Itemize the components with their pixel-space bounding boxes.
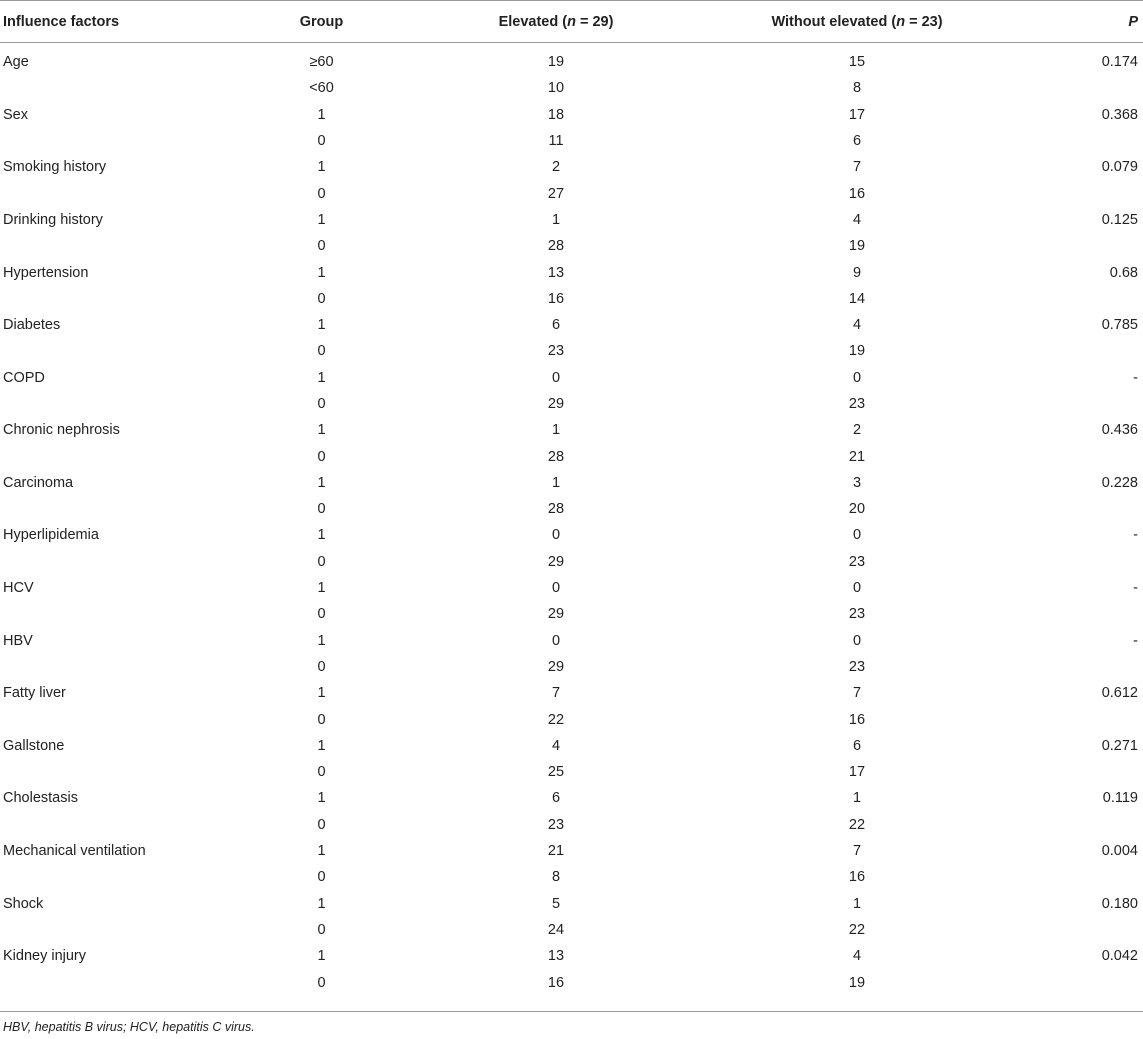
cell-group: 0 [317,606,326,623]
cell-elevated: 13 [547,948,565,965]
header-elevated-prefix: Elevated ( [498,13,568,30]
table-row [0,43,1143,76]
cell-group: ≥60 [309,54,334,71]
cell-without-elevated: 21 [848,448,866,465]
cell-influence-factor: Carcinoma [3,474,74,491]
cell-elevated: 16 [547,974,565,991]
cell-influence-factor: Age [3,54,29,71]
cell-without-elevated: 23 [848,606,866,623]
cell-group: 0 [317,185,326,202]
table-row [0,654,1143,680]
header-elevated-suffix: = 29) [575,13,614,30]
cell-influence-factor [0,496,250,522]
table-row [0,365,1143,391]
header-group: Group [250,1,393,43]
cell-without-elevated: 22 [848,816,866,833]
table-row [0,75,1143,101]
cell-without-elevated: 4 [852,211,862,228]
cell-group: <60 [309,80,334,97]
cell-without-elevated: 14 [848,290,866,307]
cell-group: 0 [317,238,326,255]
cell-elevated: 28 [547,238,565,255]
table-row [0,917,1143,943]
cell-elevated: 29 [547,396,565,412]
cell-influence-factor: Drinking history [3,211,103,228]
table-row [0,207,1143,233]
cell-influence-factor: Shock [3,895,44,912]
cell-influence-factor: Fatty liver [3,685,66,702]
cell-elevated: 0 [551,527,561,544]
cell-influence-factor [0,601,250,627]
cell-influence-factor: Chronic nephrosis [3,422,120,439]
cell-group: 1 [317,211,326,228]
cell-without-elevated: 9 [852,264,862,281]
cell-elevated: 25 [547,764,565,781]
cell-without-elevated: 8 [852,80,862,97]
cell-group: 1 [317,317,326,334]
cell-influence-factor: HBV [3,632,33,649]
cell-group: 0 [317,448,326,465]
cell-elevated: 11 [548,133,564,150]
table-row [0,864,1143,890]
cell-p-value [995,654,1143,680]
table-row [0,575,1143,601]
table-row [0,233,1143,259]
cell-p-value [995,917,1143,943]
cell-group: 0 [317,133,326,150]
table-row [0,338,1143,364]
cell-elevated: 1 [551,474,561,491]
cell-without-elevated: 19 [848,974,866,991]
cell-without-elevated: 19 [848,238,866,255]
table-bottom-rule [0,1011,1143,1012]
cell-without-elevated: 2 [852,422,862,439]
cell-group: 1 [317,948,326,965]
cell-p-value: - [1133,369,1138,386]
cell-p-value: 0.079 [1101,159,1138,176]
cell-influence-factor: Smoking history [3,159,107,176]
cell-without-elevated: 0 [852,369,862,386]
cell-influence-factor: Hypertension [3,264,89,281]
cell-group: 1 [317,895,326,912]
cell-p-value [995,549,1143,575]
table-row [0,259,1143,285]
cell-group: 1 [317,422,326,439]
header-without-prefix: Without elevated ( [771,13,897,30]
cell-without-elevated: 23 [848,658,866,675]
table-row [0,706,1143,732]
table-row [0,891,1143,917]
header-row [0,1,1143,43]
cell-p-value [995,233,1143,259]
cell-elevated: 1 [551,211,561,228]
cell-elevated: 2 [551,159,561,176]
cell-without-elevated: 16 [848,711,866,728]
cell-group: 1 [317,685,326,702]
cell-elevated: 29 [547,658,565,675]
cell-p-value: 0.785 [1101,317,1138,334]
cell-p-value: 0.368 [1101,106,1138,123]
cell-influence-factor: HCV [3,580,34,597]
cell-influence-factor: Gallstone [3,737,65,754]
cell-without-elevated: 19 [848,343,866,360]
table-row [0,522,1143,548]
cell-p-value [995,812,1143,838]
cell-p-value [995,338,1143,364]
header-without-n: n [896,13,906,30]
cell-elevated: 23 [547,816,565,833]
cell-influence-factor: Sex [3,106,28,123]
cell-elevated: 27 [547,185,565,202]
cell-influence-factor [0,654,250,680]
cell-p-value: 0.612 [1101,685,1138,702]
cell-elevated: 18 [547,106,565,123]
cell-influence-factor [0,180,250,206]
cell-influence-factor [0,864,250,890]
header-elevated-n: n [567,13,576,30]
cell-elevated: 16 [547,290,565,307]
cell-without-elevated: 4 [852,948,862,965]
table-row [0,733,1143,759]
cell-influence-factor [0,391,250,417]
cell-without-elevated: 6 [852,133,862,150]
table-row [0,180,1143,206]
table-row [0,496,1143,522]
cell-group: 1 [317,527,326,544]
cell-elevated: 4 [551,737,561,754]
cell-elevated: 5 [551,895,561,912]
cell-p-value [995,128,1143,154]
table-row [0,470,1143,496]
cell-group: 1 [317,843,326,860]
cell-group: 0 [317,343,326,360]
cell-influence-factor: Mechanical ventilation [3,843,146,860]
cell-influence-factor [0,338,250,364]
cell-influence-factor [0,549,250,575]
cell-influence-factor [0,443,250,469]
cell-without-elevated: 23 [848,553,866,570]
cell-group: 1 [317,264,326,281]
cell-p-value [995,443,1143,469]
cell-without-elevated: 7 [852,685,862,702]
cell-group: 1 [317,159,326,176]
cell-group: 1 [317,790,326,807]
cell-p-value: 0.228 [1101,474,1138,491]
cell-influence-factor [0,812,250,838]
cell-elevated: 19 [547,54,565,71]
table-row [0,102,1143,128]
cell-elevated: 0 [551,580,561,597]
cell-p-value: 0.436 [1101,422,1138,439]
cell-elevated: 6 [551,317,561,334]
table-row [0,601,1143,627]
cell-without-elevated: 17 [848,764,866,781]
table-body [0,43,1143,996]
cell-influence-factor: Diabetes [3,317,61,334]
cell-without-elevated: 16 [848,869,866,886]
cell-without-elevated: 22 [848,921,866,938]
cell-without-elevated: 0 [852,632,862,649]
header-influence-factors: Influence factors [0,1,250,43]
cell-p-value: 0.042 [1101,948,1138,965]
cell-group: 0 [317,553,326,570]
cell-p-value [995,496,1143,522]
cell-elevated: 22 [547,711,565,728]
cell-elevated: 6 [551,790,561,807]
cell-influence-factor [0,759,250,785]
cell-without-elevated: 3 [852,474,862,491]
table-row [0,969,1143,995]
table-row [0,128,1143,154]
cell-without-elevated: 0 [852,527,862,544]
cell-group: 0 [317,396,326,412]
cell-p-value: - [1133,632,1138,649]
table-row [0,417,1143,443]
cell-elevated: 28 [547,448,565,465]
cell-p-value [995,180,1143,206]
cell-elevated: 1 [551,422,561,439]
cell-without-elevated: 7 [852,159,862,176]
cell-p-value: 0.125 [1101,211,1138,228]
cell-influence-factor: Hyperlipidemia [3,527,99,544]
cell-elevated: 21 [547,843,565,860]
cell-without-elevated: 0 [852,580,862,597]
cell-influence-factor [0,917,250,943]
cell-group: 1 [317,580,326,597]
cell-influence-factor [0,706,250,732]
cell-without-elevated: 15 [848,54,866,71]
cell-elevated: 29 [547,553,565,570]
cell-p-value: - [1133,527,1138,544]
table-footnote: HBV, hepatitis B virus; HCV, hepatitis C virus. [3,1020,255,1034]
cell-p-value [995,75,1143,101]
cell-group: 1 [317,369,326,386]
cell-elevated: 28 [547,501,565,518]
cell-elevated: 7 [551,685,561,702]
table-row [0,838,1143,864]
cell-p-value: 0.68 [1109,264,1138,281]
cell-without-elevated: 17 [848,106,866,123]
table-row [0,785,1143,811]
cell-group: 0 [317,764,326,781]
cell-without-elevated: 1 [852,790,862,807]
cell-elevated: 29 [547,606,565,623]
cell-influence-factor: COPD [3,369,45,386]
cell-p-value [995,391,1143,417]
table-row [0,549,1143,575]
cell-group: 0 [317,658,326,675]
cell-influence-factor: Cholestasis [3,790,78,807]
cell-elevated: 13 [547,264,565,281]
cell-p-value [995,759,1143,785]
header-p-value: P [995,1,1143,43]
table-row [0,443,1143,469]
cell-influence-factor [0,233,250,259]
cell-group: 0 [317,501,326,518]
cell-group: 1 [317,474,326,491]
cell-p-value: - [1133,580,1138,597]
cell-elevated: 0 [551,632,561,649]
cell-elevated: 0 [551,369,561,386]
cell-p-value: 0.004 [1101,843,1138,860]
cell-p-value [995,864,1143,890]
cell-p-value: 0.271 [1101,737,1138,754]
header-without-elevated [719,1,995,43]
cell-influence-factor: Kidney injury [3,948,87,965]
cell-influence-factor [0,969,250,995]
table-header [0,1,1143,43]
cell-group: 1 [317,632,326,649]
table-row [0,286,1143,312]
table-row [0,680,1143,706]
header-without-suffix: = 23) [905,13,943,30]
cell-p-value [995,706,1143,732]
cell-without-elevated: 1 [852,895,862,912]
cell-p-value [995,969,1143,995]
cell-p-value [995,601,1143,627]
cell-group: 0 [317,921,326,938]
cell-without-elevated: 23 [848,396,866,412]
cell-p-value: 0.174 [1101,54,1138,71]
cell-without-elevated: 6 [852,737,862,754]
cell-group: 1 [317,106,326,123]
cell-p-value [995,286,1143,312]
table-row [0,154,1143,180]
table-row [0,943,1143,969]
cell-without-elevated: 20 [848,501,866,518]
cell-group: 1 [317,737,326,754]
cell-elevated: 24 [547,921,565,938]
cell-influence-factor [0,286,250,312]
cell-p-value: 0.180 [1101,895,1138,912]
cell-group: 0 [317,869,326,886]
table-row [0,812,1143,838]
cell-influence-factor [0,128,250,154]
cell-elevated: 23 [547,343,565,360]
header-elevated [393,1,719,43]
cell-influence-factor [0,75,250,101]
cell-without-elevated: 16 [848,185,866,202]
cell-elevated: 8 [551,869,561,886]
cell-group: 0 [317,290,326,307]
cell-without-elevated: 4 [852,317,862,334]
cell-p-value: 0.119 [1102,790,1138,807]
table-row [0,391,1143,417]
table-row [0,628,1143,654]
cell-group: 0 [317,974,326,991]
cell-group: 0 [317,816,326,833]
cell-without-elevated: 7 [852,843,862,860]
table-row [0,312,1143,338]
table-row [0,759,1143,785]
cell-elevated: 10 [547,80,565,97]
cell-group: 0 [317,711,326,728]
